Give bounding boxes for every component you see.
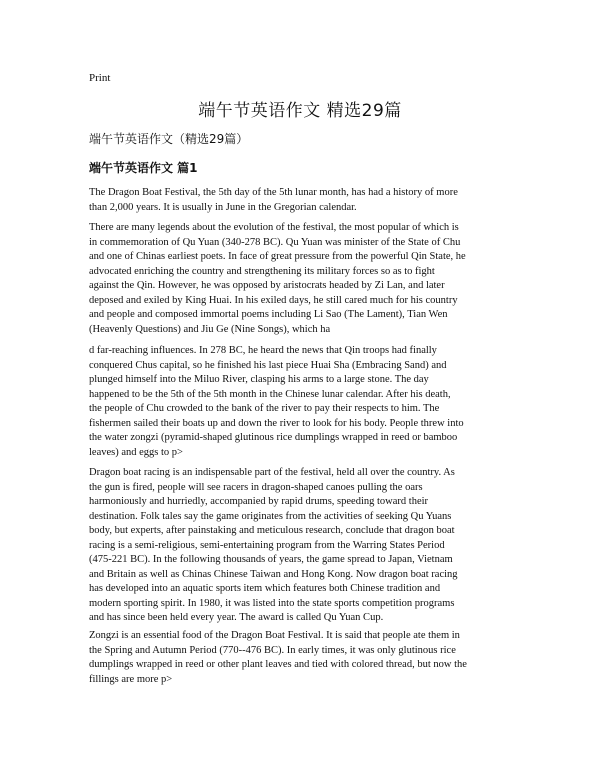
text-line: and Britain as well as Chinas Chinese Taiwan and Hong Kong. Now dragon boat racing xyxy=(89,568,458,580)
text-line: Zongzi is an essential food of the Dragon Boat Festival. It is said that people ate them in xyxy=(89,630,460,641)
text-line: and has since been held every year. The award is called Qu Yuan Cup. xyxy=(89,612,384,623)
text-line: and people and composed immortal poems including Li Sao (The Lament), Tian Wen xyxy=(89,309,448,320)
text-line: modern sporting spirit. In 1980, it was listed into the state sports competition programs xyxy=(89,597,455,609)
paragraph-2 xyxy=(89,221,519,337)
text-line: against the Qin. However, he was opposed by aristocrats headed by Zi Lan, and later xyxy=(89,280,445,291)
text-line: body, but experts, after painstaking and meticulous research, conclude that dragon boat xyxy=(89,525,455,536)
text-line: Dragon boat racing is an indispensable part of the festival, held all over the country. As xyxy=(89,467,455,478)
section-heading: 端午节英语作文 篇1 xyxy=(89,161,198,175)
text-line: (475-221 BC). In the following thousands of years, the game spread to Japan, Vietnam xyxy=(89,554,453,565)
text-line: the people of Chu crowded to the bank of the river to pay their respects to him. The xyxy=(89,403,440,414)
text-line: fishermen sailed their boats up and down the river to look for his body. People threw into xyxy=(89,417,464,429)
text-line: deposed and exiled by King Huai. In his exiled days, he still cared much for his country xyxy=(89,294,458,306)
text-line: fillings are more p> xyxy=(89,673,173,685)
paragraph-1 xyxy=(89,186,519,215)
text-line: destination. Folk tales say the game originates from the activities of seeking Qu Yuans xyxy=(89,510,452,522)
text-line: dumplings wrapped in reed or other plant leaves and tied with colored thread, but now the xyxy=(89,659,467,670)
text-line: The Dragon Boat Festival, the 5th day of the 5th lunar month, has had a history of more xyxy=(89,187,458,198)
text-line: the gun is fired, people will see racers in dragon-shaped canoes pulling the oars xyxy=(89,481,423,493)
text-line: in commemoration of Qu Yuan (340-278 BC). Qu Yuan was minister of the State of Chu xyxy=(89,236,461,248)
text-line: harmoniously and hurriedly, accompanied by rapid drums, speeding toward their xyxy=(89,496,429,507)
paragraph-3 xyxy=(89,344,519,460)
text-line: racing is a semi-religious, semi-entertaining program from the Warring States Period xyxy=(89,539,445,551)
text-line: There are many legends about the evolution of the festival, the most popular of which is xyxy=(89,222,459,233)
paragraph-4 xyxy=(89,466,519,626)
text-line: and one of Chinas earliest poets. In face of great pressure from the powerful Qin State, he xyxy=(89,251,466,262)
text-line: advocated enriching the country and strengthening its military forces so as to fight xyxy=(89,265,435,277)
text-line: conquered Chus capital, so he finished his last piece Huai Sha (Embracing Sand) and xyxy=(89,359,447,371)
print-link[interactable]: Print xyxy=(89,72,111,84)
text-line: d far-reaching influences. In 278 BC, he heard the news that Qin troops had finally xyxy=(89,345,437,356)
paragraph-5 xyxy=(89,629,519,687)
text-line: plunged himself into the Miluo River, clasping his arms to a large stone. The day xyxy=(89,374,429,385)
page-subtitle: 端午节英语作文（精选29篇） xyxy=(89,132,249,146)
text-line: has developed into an aquatic sports item which features both Chinese tradition and xyxy=(89,583,441,594)
text-line: the Spring and Autumn Period (770--476 BC). In early times, it was only glutinous rice xyxy=(89,644,456,656)
page-title: 端午节英语作文 精选29篇 xyxy=(198,101,402,121)
text-line: (Heavenly Questions) and Jiu Ge (Nine Songs), which ha xyxy=(89,323,331,335)
text-line: the water zongzi (pyramid-shaped glutinous rice dumplings wrapped in reed or bamboo xyxy=(89,432,458,443)
text-line: leaves) and eggs to p> xyxy=(89,446,183,458)
text-line: than 2,000 years. It is usually in June in the Gregorian calendar. xyxy=(89,201,357,213)
text-line: happened to be the 5th of the 5th month in the Chinese lunar calendar. After his death, xyxy=(89,388,451,400)
